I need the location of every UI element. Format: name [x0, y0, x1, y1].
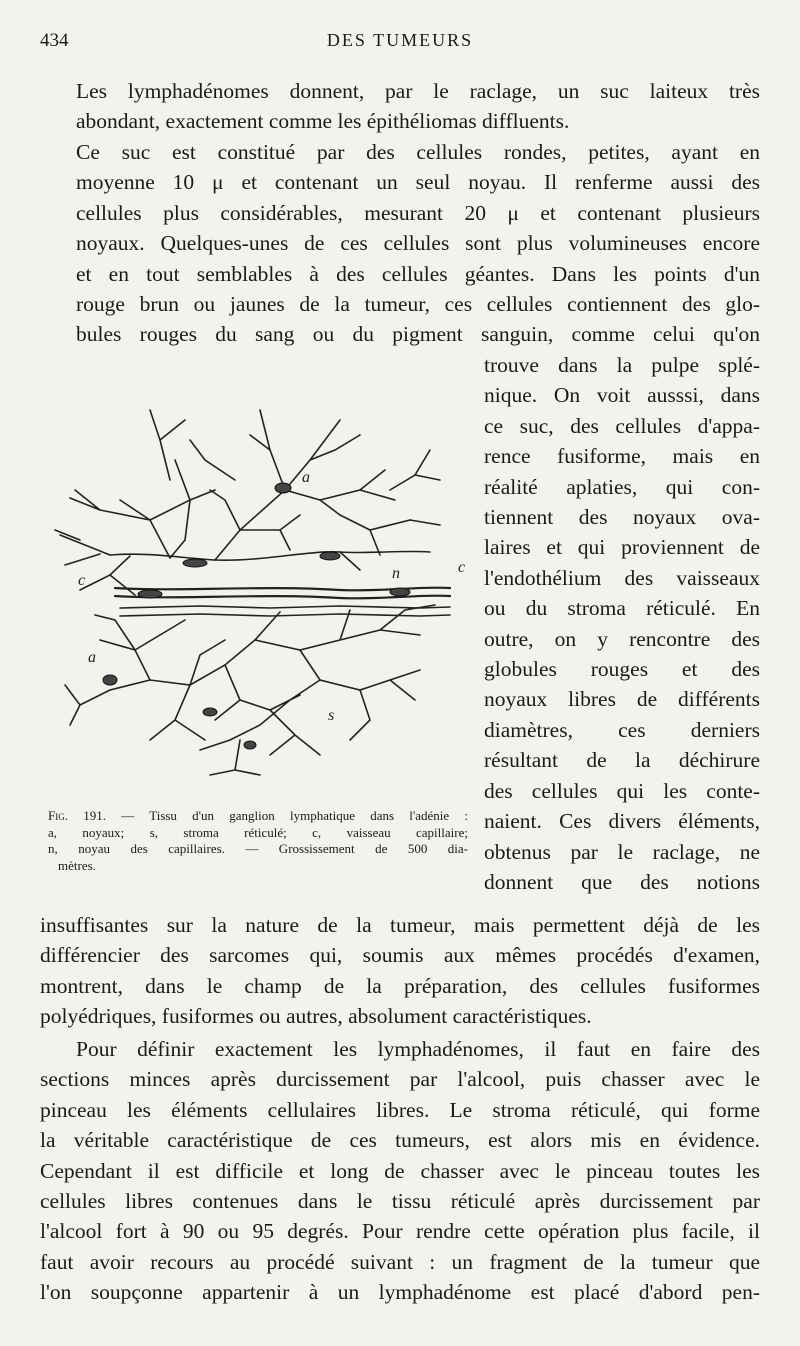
text-line: et en tout semblables à des cellules géantes. Dans les points d'un	[76, 261, 760, 286]
text-line: bules rouges du sang ou du pigment sanguin, comme celui qu'on	[76, 322, 760, 347]
text-line: faut avoir recours au procédé suivant : un fragment de la tumeur que	[40, 1249, 760, 1274]
text-line: des cellules qui les conte-	[484, 778, 760, 803]
text-line: Les lymphadénomes donnent, par le raclage, un suc laiteux très	[76, 79, 760, 103]
text-line: donnent que des notions	[484, 869, 760, 894]
paragraph-2-top	[40, 137, 760, 350]
figure-label-s: s	[328, 707, 335, 724]
figure-191-illustration	[40, 380, 470, 800]
caption-line: — Tissu d'un ganglion lymphatique dans l'adénie :	[121, 808, 469, 823]
figure-label-n: n	[392, 565, 400, 582]
paragraph-1	[40, 76, 760, 137]
text-line: ce suc, des cellules d'appa-	[484, 413, 760, 438]
text-line: globules rouges et des	[484, 657, 760, 682]
text-line: l'on soupçonne appartenir à un lymphadénome est placé d'abord pen-	[40, 1280, 760, 1305]
text-line: résultant de la déchirure	[484, 748, 760, 773]
paragraph-3	[40, 1034, 760, 1308]
text-line: noyaux. Quelques-unes de ces cellules sont plus volumineuses encore	[76, 231, 760, 256]
paragraph-2-side-column	[484, 350, 760, 897]
figure-label-a-lower: a	[88, 649, 96, 666]
text-line: la véritable caractéristique de ces tumeurs, est alors mis en évidence.	[40, 1128, 760, 1153]
text-line: rence fusiforme, mais en	[484, 444, 760, 469]
page-number: 434	[40, 30, 69, 51]
text-line: outre, on y rencontre des	[484, 626, 760, 651]
figure-label-c-right: c	[458, 559, 466, 576]
figure-caption-label: Fig. 191.	[48, 808, 106, 823]
running-title: DES TUMEURS	[326, 30, 474, 50]
text-line: abondant, exactement comme les épithéliomas diffluents.	[76, 109, 570, 134]
caption-line: n, noyau des capillaires. — Grossissement de 500 dia-	[48, 841, 468, 856]
text-line: rouge brun ou jaunes de la tumeur, ces cellules contiennent des glo-	[76, 292, 760, 317]
text-line: noyaux libres de différents	[484, 687, 760, 712]
text-line: ou du stroma réticulé. En	[484, 596, 760, 621]
caption-line: mètres.	[58, 857, 96, 873]
text-line: obtenus par le raclage, ne	[484, 839, 760, 864]
text-line: sections minces après durcissement par l'alcool, puis chasser avec le	[40, 1067, 760, 1092]
figure-label-c-left: c	[78, 572, 86, 589]
text-line: l'alcool fort à 90 ou 95 degrés. Pour rendre cette opération plus facile, il	[40, 1219, 760, 1244]
text-line: réalité aplaties, qui con-	[484, 474, 760, 499]
text-line: nique. On voit ausssi, dans	[484, 383, 760, 408]
caption-line: a, noyaux; s, stroma réticulé; c, vaisseau capillaire;	[48, 824, 468, 840]
text-line: Ce suc est constitué par des cellules rondes, petites, ayant en	[76, 140, 760, 164]
text-line: diamètres, ces derniers	[484, 717, 760, 742]
text-line: polyédriques, fusiformes ou autres, absolument caractéristiques.	[40, 1004, 592, 1029]
text-line: cellules libres contenues dans le tissu réticulé après durcissement par	[40, 1189, 760, 1214]
text-line: moyenne 10 μ et contenant un seul noyau. Il renferme aussi des	[76, 170, 760, 195]
text-line: cellules plus considérables, mesurant 20 μ et contenant plusieurs	[76, 200, 760, 225]
text-line: Cependant il est difficile et long de chasser avec le pinceau toutes les	[40, 1158, 760, 1183]
text-line: l'endothélium des vaisseaux	[484, 565, 760, 590]
text-line: Pour définir exactement les lymphadénomes, il faut en faire des	[76, 1037, 760, 1061]
figure-caption	[48, 808, 468, 874]
page-header	[40, 30, 760, 54]
text-line: montrent, dans le champ de la préparation, des cellules fusiformes	[40, 973, 760, 998]
text-line: trouve dans la pulpe splé-	[484, 353, 760, 377]
paragraph-2-bottom	[40, 910, 760, 1032]
text-line: insuffisantes sur la nature de la tumeur, mais permettent déjà de les	[40, 913, 760, 937]
text-line: différencier des sarcomes qui, soumis aux mêmes procédés d'examen,	[40, 943, 760, 968]
text-line: pinceau les éléments cellulaires libres. Le stroma réticulé, qui forme	[40, 1097, 760, 1122]
text-line: laires et qui proviennent de	[484, 535, 760, 560]
text-line: naient. Ces divers éléments,	[484, 809, 760, 834]
text-line: tiennent des noyaux ova-	[484, 505, 760, 530]
figure-label-a-upper: a	[302, 469, 310, 486]
